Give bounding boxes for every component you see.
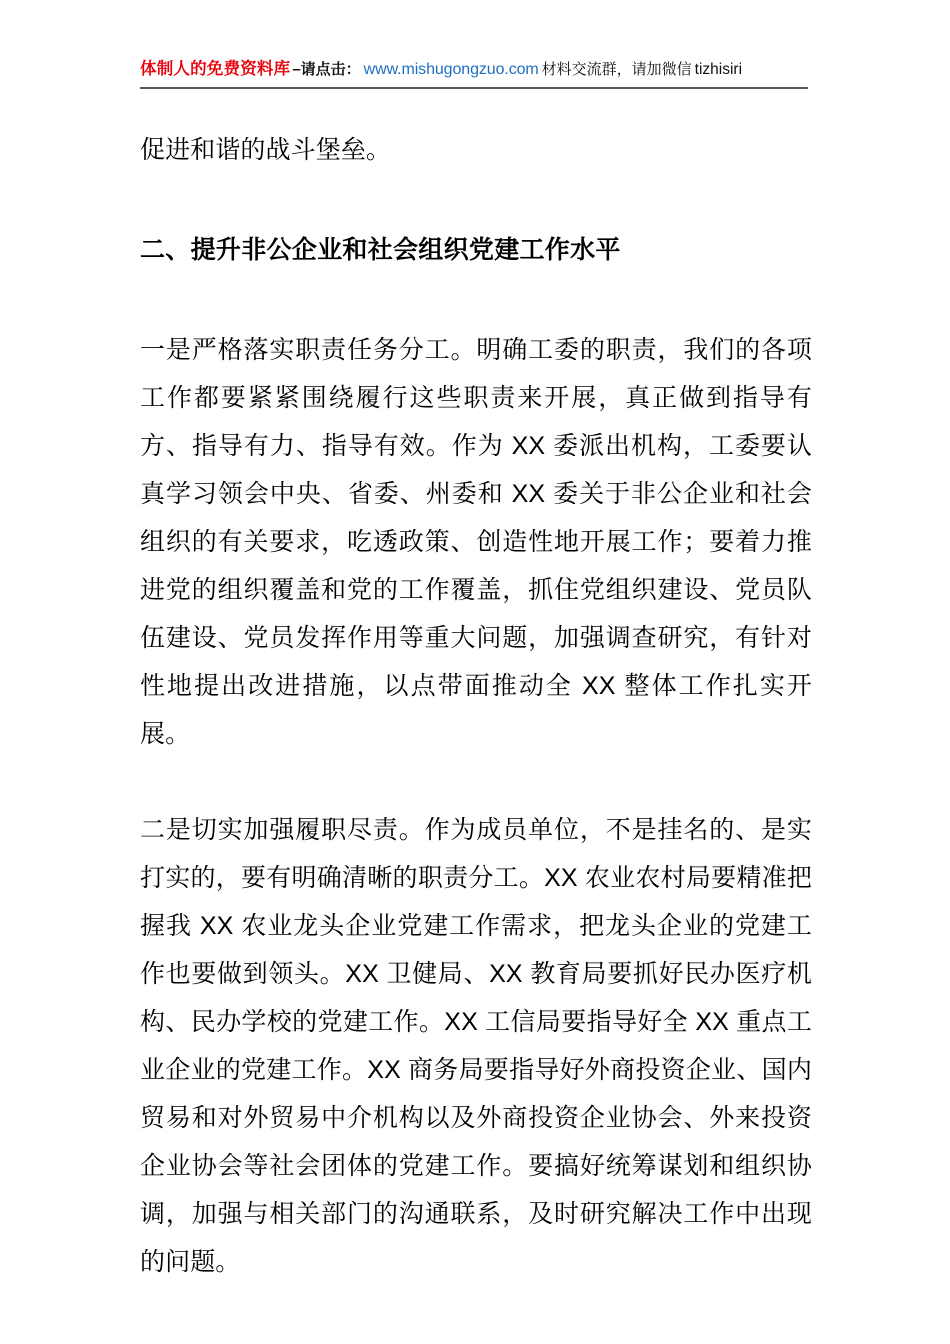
document-content: [140, 126, 812, 1286]
promo-separator: –: [292, 61, 301, 78]
body-paragraph-2: 二是切实加强履职尽责。作为成员单位，不是挂名的、是实打实的，要有明确清晰的职责分工。XX 农业农村局要精准把握我 XX 农业龙头企业党建工作需求，把龙头企业的党建工作也要做到领头。XX 卫健局、XX 教育局要抓好民办医疗机构、民办学校的党建工作。XX 工信局要指导好全 XX 重点工业企业的党建工作。XX 商务局要指导好外商投资企业、国内贸易和对外贸易中介机构以及外商投资企业协会、外来投资企业协会等社会团体的党建工作。要搞好统筹谋划和组织协调，加强与相关部门的沟通联系，及时研究解决工作中出现的问题。: [140, 816, 812, 1276]
promo-watermark-header: [140, 58, 808, 89]
section-heading: 二、提升非公企业和社会组织党建工作水平: [140, 236, 621, 264]
body-paragraph-1: 一是严格落实职责任务分工。明确工委的职责，我们的各项工作都要紧紧围绕履行这些职责来开展，真正做到指导有方、指导有力、指导有效。作为 XX 委派出机构，工委要认真学习领会中央、省委、州委和 XX 委关于非公企业和社会组织的有关要求，吃透政策、创造性地开展工作；要着力推进党的组织覆盖和党的工作覆盖，抓住党组织建设、党员队伍建设、党员发挥作用等重大问题，加强调查研究，有针对性地提出改进措施，以点带面推动全 XX 整体工作扎实开展。: [140, 336, 812, 748]
continued-paragraph-line: 促进和谐的战斗堡垒。: [140, 136, 392, 164]
promo-tail-label: 材料交流群，请加微信: [541, 61, 692, 78]
promo-brand-label: 体制人的免费资料库: [140, 60, 291, 78]
promo-wechat-id: tizhisiri: [694, 61, 743, 78]
promo-url-link[interactable]: www.mishugongzuo.com: [363, 61, 539, 78]
promo-click-label: 请点击：: [300, 61, 361, 78]
